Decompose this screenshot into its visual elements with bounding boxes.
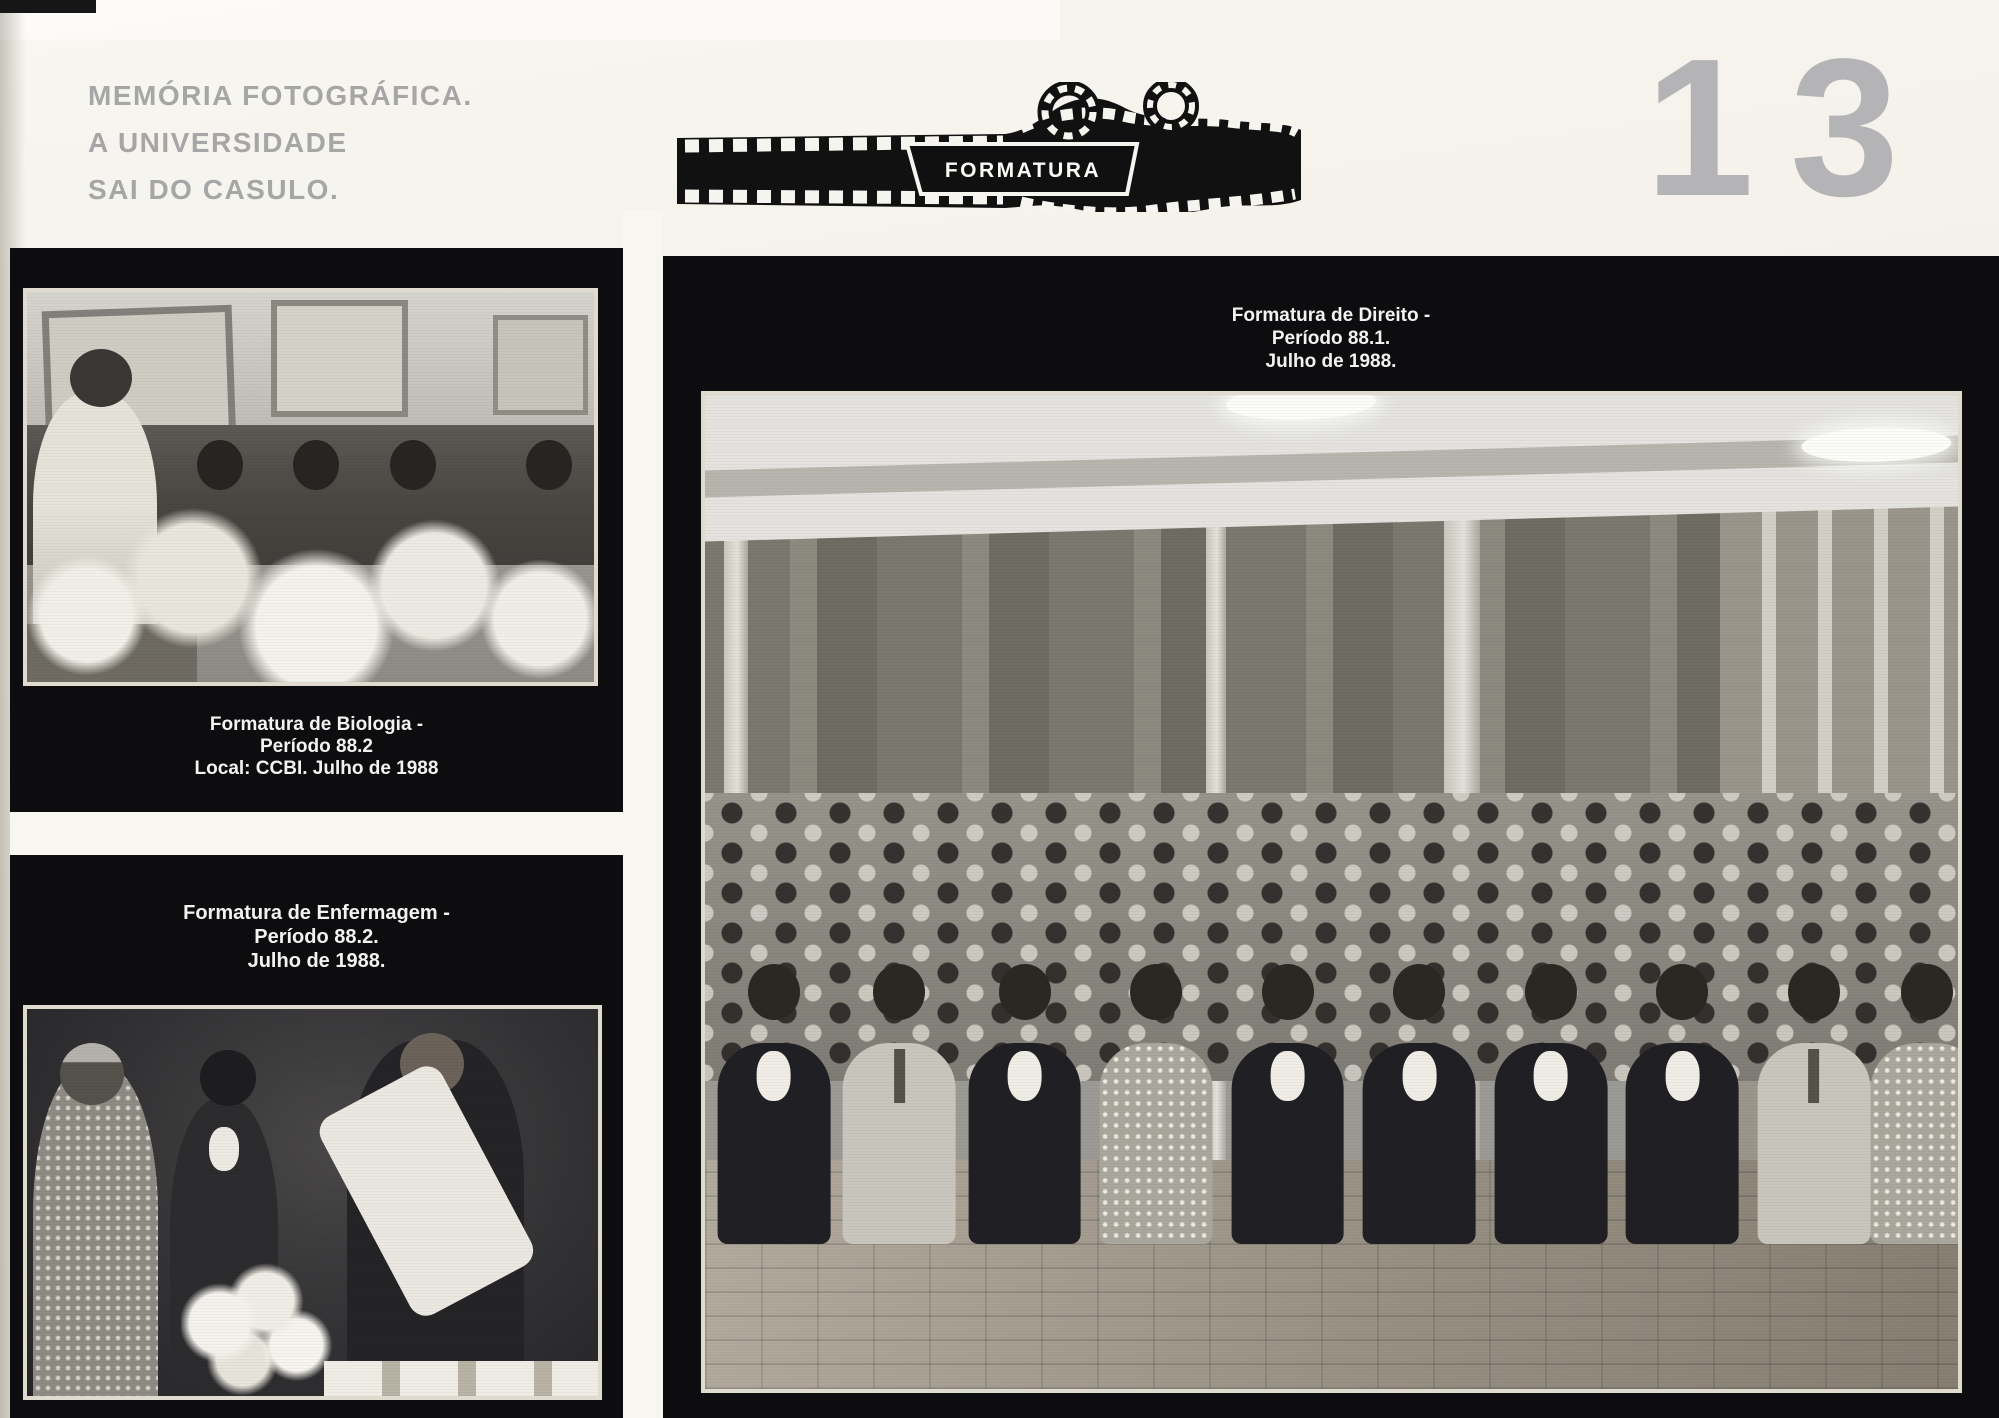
audience-figure — [968, 964, 1081, 1244]
audience-figure — [1100, 964, 1213, 1244]
biologia-photo — [23, 288, 598, 686]
front-row — [705, 952, 1958, 1270]
page-title-line-2: A UNIVERSIDADE — [88, 127, 348, 158]
audience-figure — [1363, 964, 1476, 1244]
direito-caption-line-2: Período 88.1. — [1271, 328, 1391, 349]
page-title-line-1: MEMÓRIA FOTOGRÁFICA. — [88, 80, 473, 111]
ceiling-beam — [701, 435, 1962, 498]
person-head — [197, 440, 243, 490]
direito-caption-line-1: Formatura de Direito - — [1231, 305, 1431, 326]
enfermagem-caption-line-3: Julho de 1988. — [247, 950, 386, 972]
flower-bouquet — [181, 1257, 335, 1400]
direito-photo — [701, 391, 1962, 1393]
person-head — [526, 440, 572, 490]
scan-edge-artifact — [0, 0, 96, 13]
biologia-caption-line-1: Formatura de Biologia - — [209, 714, 424, 735]
audience-figure — [1758, 964, 1871, 1244]
biologia-caption-line-2: Período 88.2 — [260, 736, 373, 757]
photo-panel-direito — [663, 256, 1999, 1418]
audience-figure — [1231, 964, 1344, 1244]
direito-caption-line-3: Julho de 1988. — [1265, 351, 1397, 372]
enfermagem-caption-line-1: Formatura de Enfermagem - — [183, 902, 450, 924]
audience-figure — [1494, 964, 1607, 1244]
row-gutter — [10, 812, 623, 855]
direito-caption — [663, 304, 1999, 373]
enfermagem-caption-line-2: Período 88.2. — [254, 926, 379, 948]
column-gutter — [623, 210, 663, 1418]
enfermagem-caption — [10, 901, 623, 973]
audience-figure — [1870, 964, 1962, 1244]
scan-top-highlight — [0, 0, 1060, 40]
formatura-label: FORMATURA — [944, 159, 1102, 182]
enfermagem-photo — [23, 1005, 602, 1400]
audience-figure — [1626, 964, 1739, 1244]
audience-figure — [843, 964, 956, 1244]
page-title — [88, 72, 473, 213]
page-number: 13 — [1645, 18, 1936, 237]
picture-frame — [271, 300, 408, 417]
biologia-caption — [10, 714, 623, 780]
ceiling-light — [1226, 391, 1377, 423]
film-strip-banner — [655, 82, 1315, 212]
flower-arrangement — [23, 507, 598, 687]
audience-figure — [718, 964, 831, 1244]
person-head — [390, 440, 436, 490]
photo-panel-biologia — [10, 248, 623, 812]
woman-figure — [33, 1063, 159, 1396]
photo-panel-enfermagem — [10, 855, 623, 1418]
page-title-line-3: SAI DO CASULO. — [88, 174, 340, 205]
picture-frame — [493, 315, 588, 415]
biologia-caption-line-3: Local: CCBI. Julho de 1988 — [194, 758, 439, 779]
diploma-table — [324, 1361, 598, 1396]
